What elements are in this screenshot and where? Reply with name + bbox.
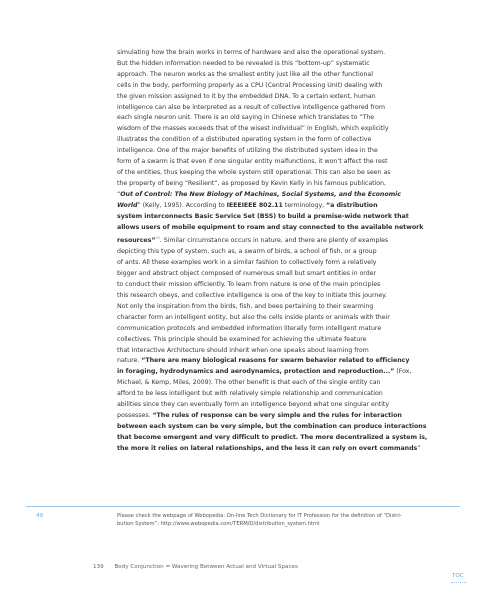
body-line bbox=[117, 113, 435, 124]
footnote-number: 49 bbox=[36, 513, 44, 519]
body-line bbox=[117, 324, 435, 335]
text-segment: But the hidden information needed to be revealed is this “bottom-up” systematic bbox=[117, 59, 370, 67]
text-segment: this research obeys, and collective intelligence is one of the key to initiate this journey. bbox=[117, 292, 387, 300]
body-line bbox=[117, 280, 435, 291]
body-line bbox=[117, 411, 435, 422]
text-segment: . Similar circumstance occurs in nature, and there are plenty of examples bbox=[159, 237, 389, 245]
text-segment: ” bbox=[417, 444, 421, 452]
body-line bbox=[117, 146, 435, 157]
text-segment: Not only the inspiration from the birds, fish, and bees pertaining to their swarming bbox=[117, 302, 374, 310]
body-line bbox=[117, 422, 435, 433]
body-line bbox=[117, 168, 435, 179]
text-segment: “The rules of response can be very simple and the rules for interaction bbox=[152, 412, 402, 419]
text-segment: that Interactive Architecture should inherit when one speaks about learning from bbox=[117, 346, 369, 354]
body-line bbox=[117, 378, 435, 389]
text-segment: each single neuron unit. There is an old saying in Chinese which translates to “The bbox=[117, 114, 375, 122]
toc-link[interactable]: TOC bbox=[452, 573, 464, 579]
body-text bbox=[117, 48, 435, 455]
body-line bbox=[117, 400, 435, 411]
body-line bbox=[117, 81, 435, 92]
text-segment: (Fox, bbox=[394, 368, 412, 376]
body-line bbox=[117, 433, 435, 444]
footnote-line: Please check the webpage of Webopedia: On-line Tech Dictionary for IT Profession for the definition of “Distri- bbox=[117, 513, 402, 519]
body-line bbox=[117, 247, 435, 258]
body-line bbox=[117, 269, 435, 280]
page-number: 139 bbox=[93, 564, 104, 570]
text-segment: in foraging, hydrodynamics and aerodynamics, protection and reproduction...” bbox=[117, 368, 395, 376]
footnote-text bbox=[117, 512, 437, 529]
text-segment: Michael, & Kemp, Miles, 2009). The other benefit is that each of the single entity can bbox=[117, 379, 381, 387]
text-segment: system interconnects Basic Service Set (BSS) to build a premise-wide network that bbox=[117, 212, 409, 220]
text-segment: terminology, bbox=[282, 201, 327, 209]
text-segment: IEEEIEEE 802.11 bbox=[226, 201, 283, 209]
text-segment: resources” bbox=[117, 237, 156, 245]
body-line bbox=[117, 389, 435, 400]
text-segment: illustrates the condition of a distributed operating system in the form of collective bbox=[117, 136, 372, 144]
text-segment: of the entities, thus keeping the whole system still operational. This can also be seen as bbox=[117, 168, 391, 176]
body-line bbox=[117, 223, 435, 234]
body-line bbox=[117, 59, 435, 70]
body-line bbox=[117, 124, 435, 135]
text-segment: abilities since they can eventually form an intelligence beyond what one singular entity bbox=[117, 401, 390, 409]
text-segment: depicting this type of system, such as, a swarm of birds, a school of fish, or a group bbox=[117, 248, 377, 256]
text-segment: cells in the body, performing properly as a CPU (Central Processing Unit) dealing with bbox=[117, 81, 383, 89]
footnote-divider bbox=[26, 506, 460, 507]
text-segment: intelligence. One of the major benefits of utilizing the distributed system idea in the bbox=[117, 147, 378, 155]
body-line bbox=[117, 258, 435, 269]
text-segment: the property of being “Resilient”, as proposed by Kevin Kelly in his famous publication, bbox=[117, 179, 386, 187]
body-line bbox=[117, 444, 435, 455]
footnote-line: bution System”: http://www.webopedia.com/TERM/D/distribution_system.html bbox=[117, 521, 320, 528]
body-line bbox=[117, 103, 435, 114]
footnote-ref[interactable]: 49 bbox=[155, 236, 160, 241]
body-line bbox=[117, 313, 435, 324]
body-line bbox=[117, 356, 435, 367]
text-segment: afford to be less intelligent but with relatively simple relationship and communication bbox=[117, 390, 383, 398]
text-segment: to conduct their mission efficiently. To learn from nature is one of the main principles bbox=[117, 281, 381, 289]
body-line bbox=[117, 291, 435, 302]
text-segment: collectives. This principle should be examined for achieving the ultimate feature bbox=[117, 335, 367, 343]
body-line bbox=[117, 302, 435, 313]
body-line bbox=[117, 70, 435, 81]
text-segment: bigger and abstract object composed of numerous small but smart entities in order bbox=[117, 270, 377, 278]
body-line bbox=[117, 135, 435, 146]
body-line bbox=[117, 201, 435, 212]
text-segment: the given mission assigned to it by the embedded DNA. To a certain extent, human bbox=[117, 92, 376, 100]
text-segment: “ bbox=[117, 190, 121, 198]
text-segment: that become emergent and very difficult to predict. The more decentralized a system is, bbox=[117, 433, 428, 441]
running-title: Body Conjunction = Wavering Between Actual and Virtual Spaces bbox=[114, 564, 298, 570]
body-line bbox=[117, 48, 435, 59]
body-line bbox=[117, 92, 435, 103]
text-segment: between each system can be very simple, but the combination can produce interactions bbox=[117, 422, 427, 430]
body-line bbox=[117, 335, 435, 346]
text-segment: character form an intelligent entity, but also the cells inside plants or animals with their bbox=[117, 313, 390, 321]
text-segment: communication protocols and embedded information literally form intelligent mature bbox=[117, 324, 382, 332]
text-segment: “There are many biological reasons for swarm behavior related to efficiency bbox=[141, 357, 410, 365]
body-line bbox=[117, 367, 435, 378]
text-segment: intelligence can also be interpreted as a result of collective intelligence gathered from bbox=[117, 103, 385, 111]
text-segment: form of a swarm is that even if one singular entity malfunctions, it won’t affect the rest bbox=[117, 158, 388, 166]
text-segment: the more it relies on lateral relationships, and the less it can rely on overt commands bbox=[117, 444, 418, 452]
body-line bbox=[117, 190, 435, 201]
text-segment: of ants. All these examples work in a similar fashion to collectively form a relatively bbox=[117, 259, 377, 267]
text-segment: simulating how the brain works in terms of hardware and also the operational system. bbox=[117, 49, 386, 56]
text-segment: approach. The neuron works as the smallest entity just like all the other functional bbox=[117, 70, 373, 78]
text-segment: Out of Control: The New Biology of Machines, Social Systems, and the Economic bbox=[120, 190, 401, 198]
body-line bbox=[117, 212, 435, 223]
text-segment: possesses. bbox=[117, 412, 153, 419]
text-segment: nature. bbox=[117, 357, 142, 365]
toc-dots bbox=[451, 582, 467, 583]
body-line bbox=[117, 346, 435, 357]
text-segment: ” (Kelly, 1995). According to bbox=[137, 201, 227, 209]
text-segment: wisdom of the masses exceeds that of the wisest individual” in English, which explicitly bbox=[117, 125, 389, 133]
text-segment: allows users of mobile equipment to roam and stay connected to the available network bbox=[117, 223, 424, 231]
page-footer bbox=[93, 564, 298, 570]
body-line bbox=[117, 179, 435, 190]
text-segment: “a distribution bbox=[326, 201, 378, 209]
text-segment: World bbox=[117, 201, 138, 209]
body-line bbox=[117, 233, 435, 247]
body-line bbox=[117, 157, 435, 168]
